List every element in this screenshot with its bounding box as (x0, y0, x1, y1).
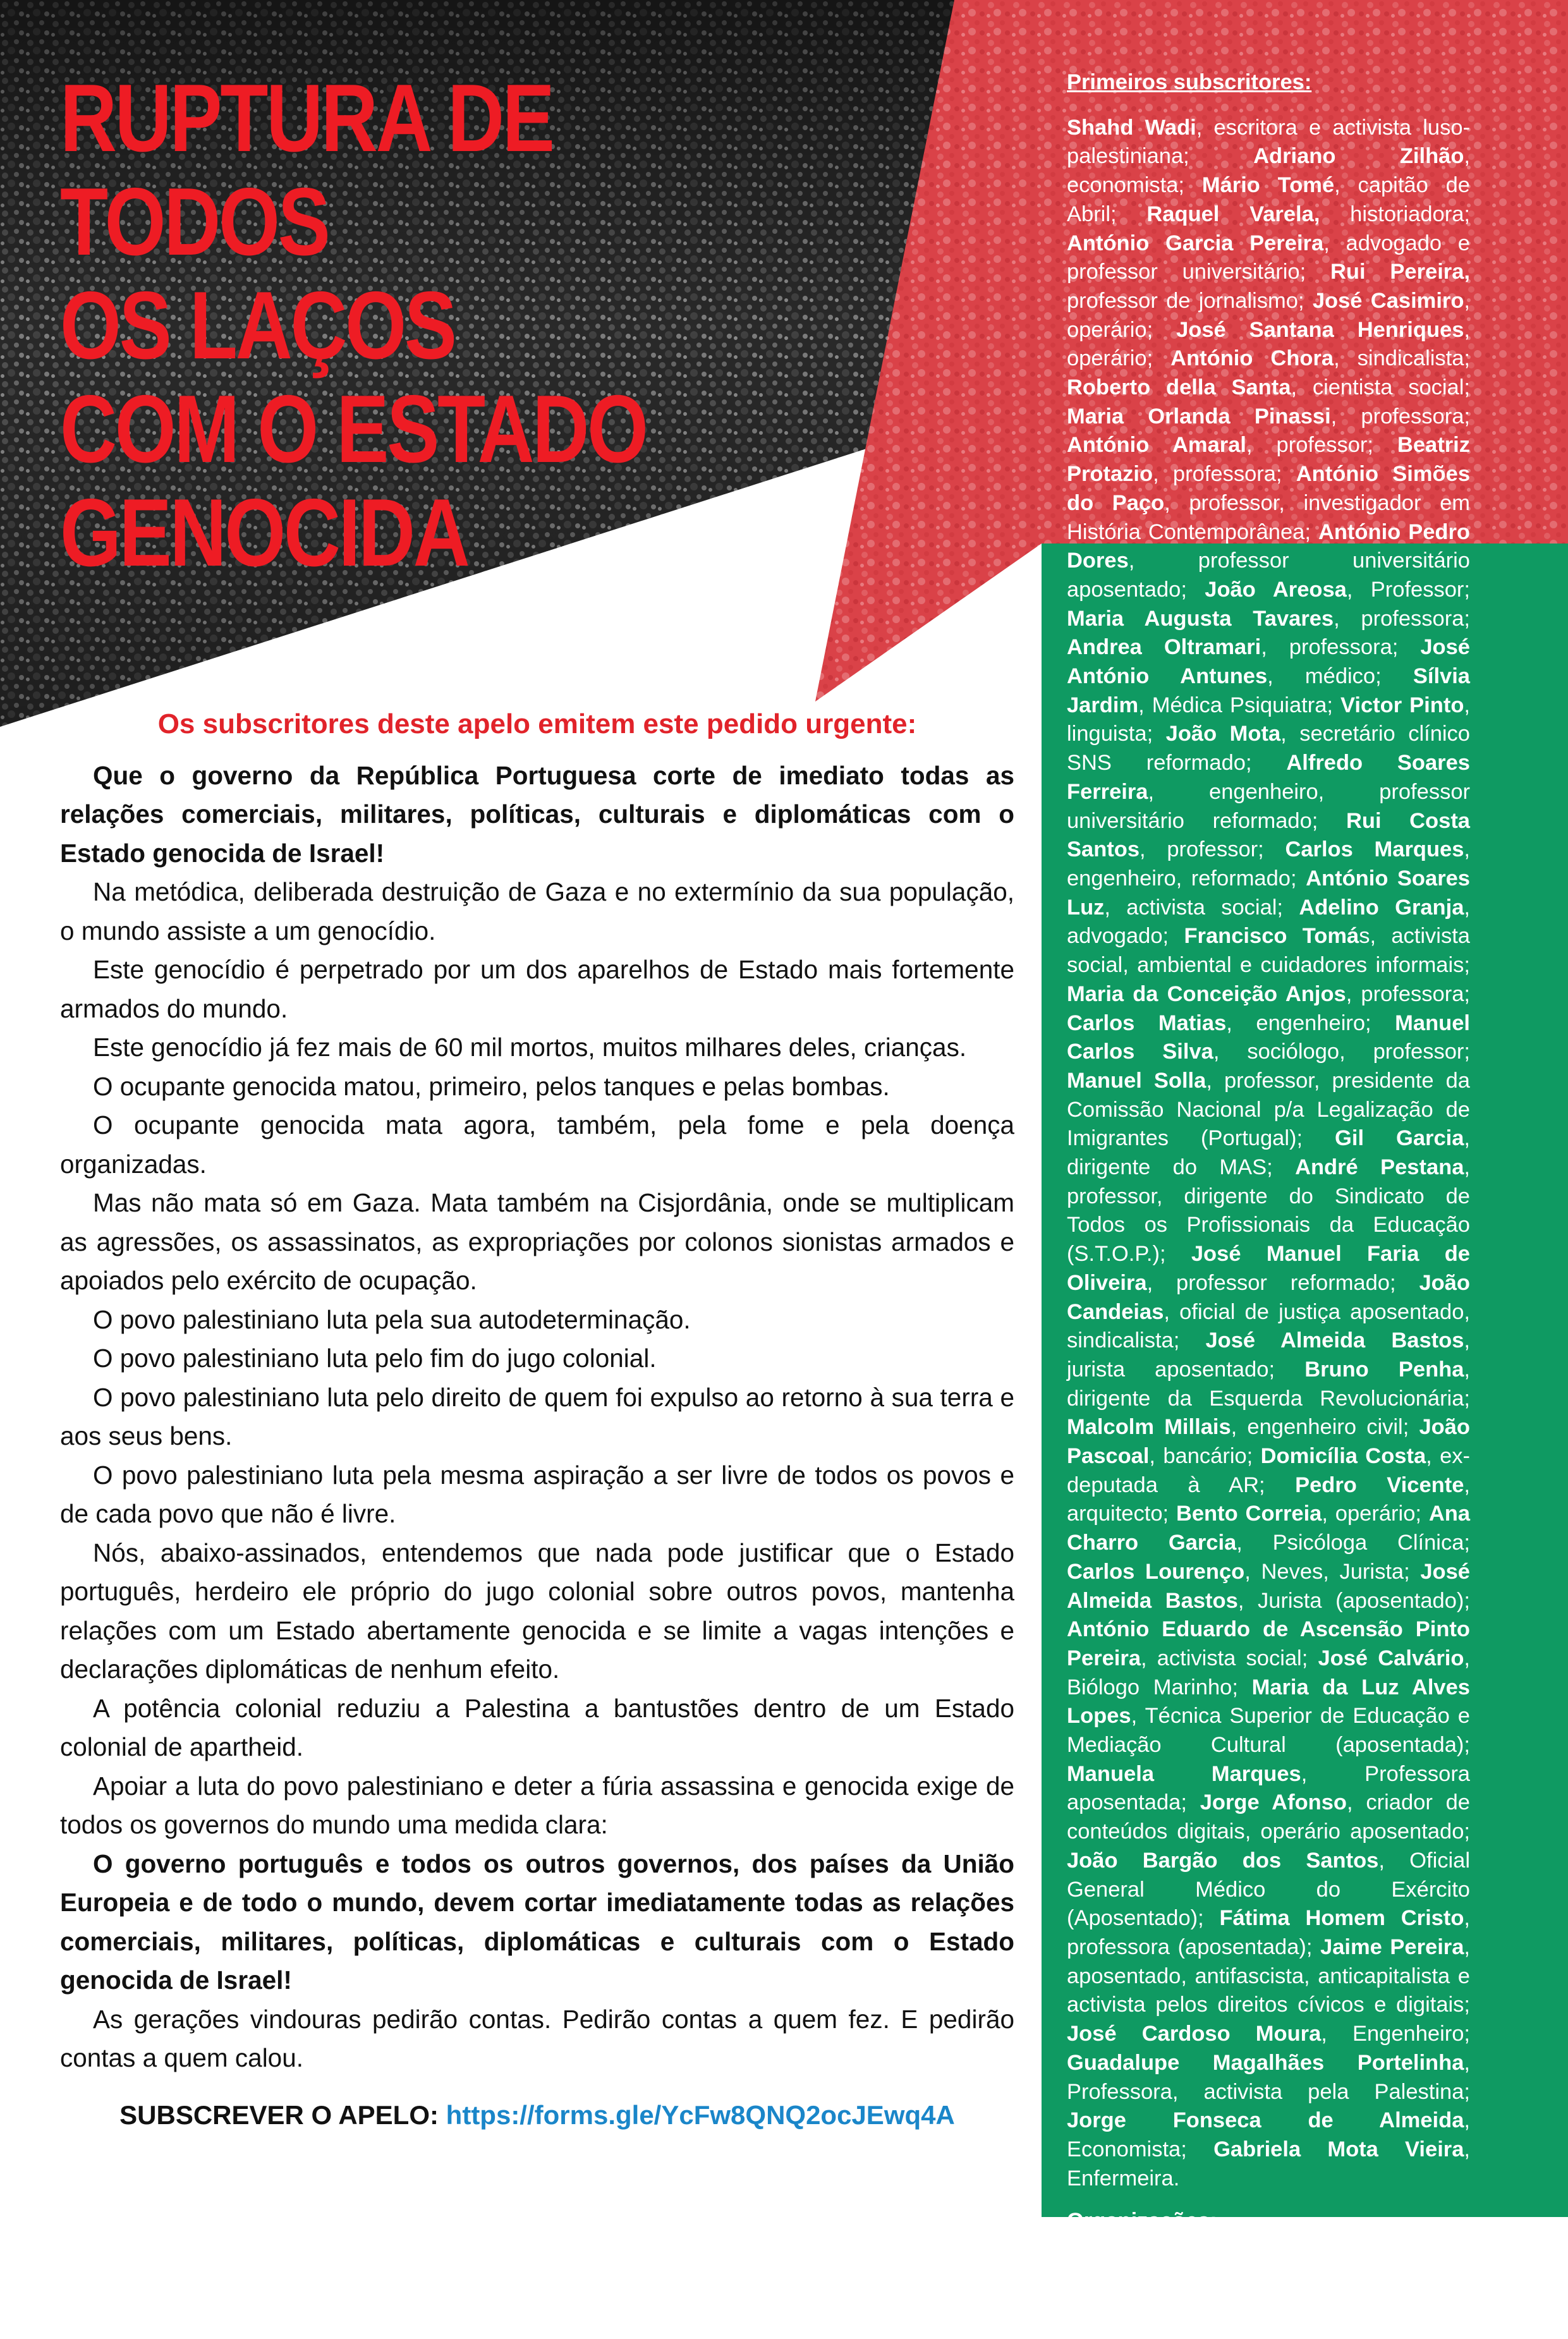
subscriber-name: Mário Tomé (1201, 173, 1335, 198)
subscriber-description: , engenheiro; (1226, 1011, 1395, 1035)
subscriber-name: João Bargão dos Santos (1067, 1848, 1379, 1873)
subscriber-description: , engenheiro civil; (1231, 1415, 1419, 1440)
paragraph-demand-final: O governo português e todos os outros governos, dos países da União Europeia e de todo o mundo, devem cortar imediatamente todas as relações comerciais, militares, políticas, diplomáticas e culturais com o Estado genocida de Israel! (60, 1849, 1014, 1995)
subscribers-heading: Primeiros subscritores: (1067, 70, 1312, 94)
subscriber-name: Shahd Wadi (1067, 115, 1196, 140)
subscriber-name: José António Antunes (1067, 635, 1470, 689)
subscriber-name: António Eduardo de Ascensão Pinto Pereira (1067, 1617, 1470, 1670)
subscriber-name: Domicília Costa (1260, 1444, 1426, 1469)
subscriber-description: , Neves, Jurista; (1244, 1559, 1421, 1584)
subscriber-description: , operário; (1322, 1502, 1429, 1526)
subscriber-name: Rui Pereira, (1330, 260, 1470, 284)
subscriber-description: , economista; (1067, 144, 1470, 198)
subscriber-description: , dirigente do MAS; (1067, 1126, 1471, 1180)
subscriber-name: Gabriela Mota Vieira (1213, 2137, 1464, 2161)
subscriber-name: Victor Pinto (1340, 693, 1464, 717)
subscriber-description: , sindicalista; (1334, 346, 1471, 371)
subscriber-description: , activista social; (1104, 895, 1299, 920)
paragraph: O povo palestiniano luta pela sua autodeterminação. (93, 1304, 691, 1334)
subscriber-name: Gil Garcia (1335, 1126, 1464, 1151)
subscriber-name: Guadalupe Magalhães Portelinha (1067, 2050, 1464, 2075)
subscriber-name: Maria Orlanda Pinassi (1067, 404, 1331, 428)
subscriber-description: , linguista; (1067, 693, 1470, 746)
subscribe-link[interactable]: https://forms.gle/YcFw8QNQ2ocJEwq4A (446, 2099, 955, 2130)
subscriber-description: , médico; (1267, 664, 1413, 689)
subscriber-name: Maria Augusta Tavares (1067, 606, 1334, 631)
subscriber-name: António Amaral (1067, 433, 1246, 458)
subscriber-description: , Médica Psiquiatra; (1138, 693, 1340, 717)
paragraph: O povo palestiniano luta pelo fim do jugo colonial. (93, 1344, 657, 1373)
subscriber-description: , cientista social; (1291, 375, 1470, 400)
subscriber-name: João Pascoal (1067, 1415, 1470, 1469)
paragraph: O povo palestiniano luta pela mesma aspiração a ser livre de todos os povos e de cada povo que não é livre. (60, 1460, 1014, 1528)
subscriber-name: Jorge Fonseca de Almeida (1067, 2108, 1464, 2133)
subscriber-name: Malcolm Millais (1067, 1415, 1231, 1440)
subscriber-name: José Manuel Faria de Oliveira (1067, 1242, 1470, 1295)
subscriber-description: , Professora aposentada; (1067, 1761, 1470, 1815)
paragraph: O povo palestiniano luta pelo direito de quem foi expulso ao retorno à sua terra e aos seus bens. (60, 1382, 1014, 1450)
subscriber-description: , bancário; (1149, 1444, 1261, 1469)
subscriber-description: , oficial de justiça aposentado, sindicalista; (1067, 1299, 1470, 1353)
subscriber-description: , criador de conteúdos digitais, operário aposentado; (1067, 1790, 1470, 1844)
subscriber-name: João Mota (1165, 722, 1281, 746)
page-title (60, 66, 734, 585)
subscriber-name: Bruno Penha (1304, 1357, 1464, 1382)
subscriber-name: Carlos Marques (1285, 837, 1464, 862)
subscriber-name: Adriano Zilhão (1253, 144, 1464, 169)
subscriber-name: Maria da Conceição Anjos (1067, 981, 1346, 1006)
subscriber-description: , escritora e activista luso-palestiniana; (1067, 115, 1470, 169)
subscriber-name: Carlos Lourenço (1067, 1559, 1245, 1584)
subscriber-name: Sílvia Jardim (1067, 664, 1470, 717)
subscriber-description: , dirigente da Esquerda Revolucionária; (1067, 1357, 1470, 1411)
subscriber-description: , advogado e professor universitário; (1067, 231, 1470, 284)
subscriber-name: Manuela Marques (1067, 1761, 1301, 1786)
subscriber-name: Jaime Pereira (1320, 1935, 1464, 1959)
subscriber-description: , engenheiro, reformado; (1067, 837, 1470, 890)
paragraph-demand: Que o governo da República Portuguesa corte de imediato todas as relações comerciais, militares, políticas, culturais e diplomáticas com o Estado genocida de Israel! (60, 760, 1014, 868)
subscriber-description: professor de jornalismo; (1067, 288, 1313, 313)
subscriber-description: , professora; (1330, 404, 1470, 428)
subscribers-column (1067, 68, 1470, 2339)
subscriber-name: José Casimiro (1312, 288, 1464, 313)
subscriber-description: , advogado; (1067, 895, 1470, 949)
subscriber-description: historiadora; (1320, 202, 1471, 226)
subscriber-description: , professor, dirigente do Sindicato de Todos os Profissionais da Educação (S.T.O.P.); (1067, 1155, 1470, 1267)
subscriber-description: , professora (aposentada); (1067, 1906, 1470, 1959)
paragraph: Nós, abaixo-assinados, entendemos que nada pode justificar que o Estado português, herdeiro ele próprio do jugo colonial sobre outros povos, mantenha relações com um Estado abertamente genocida e se limite a vagas intenções e declarações diplomáticas de nenhum efeito. (60, 1538, 1014, 1684)
subscriber-name: Manuel Solla (1067, 1068, 1206, 1093)
subscriber-description: , Biólogo Marinho; (1067, 1646, 1470, 1699)
lead-statement: Os subscritores deste apelo emitem este pedido urgente: (157, 708, 917, 739)
subscriber-description: , aposentado, antifascista, anticapitalista e activista pelos direitos cívicos e digitais; (1067, 1935, 1470, 2017)
subscriber-name: António Soares Luz (1067, 866, 1470, 920)
subscriber-name: Manuel Carlos Silva (1067, 1011, 1470, 1064)
paragraph: Mas não mata só em Gaza. Mata também na Cisjordânia, onde se multiplicam as agressões, os assassinatos, as expropriações por colonos sionistas armados e apoiados pelo exército de ocupação. (60, 1188, 1014, 1295)
subscriber-description: , Professor; (1346, 577, 1470, 602)
subscriber-name: André Pestana (1295, 1155, 1464, 1180)
subscriber-description: , Engenheiro; (1321, 2022, 1471, 2046)
paragraph: As gerações vindouras pedirão contas. Pedirão contas a quem fez. E pedirão contas a quem calou. (60, 2004, 1014, 2072)
subscriber-description: , professor, presidente da Comissão Nacional p/a Legalização de Imigrantes (Portugal); (1067, 1068, 1470, 1151)
paragraph: A potência colonial reduziu a Palestina a bantustões dentro de um Estado colonial de apartheid. (60, 1693, 1014, 1761)
subscriber-name: António Chora (1170, 346, 1334, 371)
subscriber-description: , capitão de Abril; (1067, 173, 1470, 226)
subscriber-name: José Cardoso Moura (1067, 2022, 1322, 2046)
subscribe-cta (60, 2096, 1014, 2135)
organizations-list: Plataforma por um Partido dos Trabalhadores; Esquerda Revolucionária. (1067, 2254, 1470, 2336)
paragraph: Na metódica, deliberada destruição de Gaza e no extermínio da sua população, o mundo assiste a um genocídio. (60, 877, 1014, 945)
subscriber-description: , professor reformado; (1146, 1270, 1419, 1295)
subscriber-name: Andrea Oltramari (1067, 635, 1261, 660)
cta-label: SUBSCREVER O APELO: (119, 2099, 446, 2130)
subscriber-name: José Santana Henriques (1176, 317, 1464, 342)
subscriber-name: Raquel Varela, (1146, 202, 1320, 226)
subscriber-name: Beatriz Protazio (1067, 433, 1470, 487)
subscriber-name: Adelino Granja (1299, 895, 1464, 920)
subscriber-description: s, activista social, ambiental e cuidadores informais; (1067, 924, 1470, 978)
subscriber-name: José Almeida Bastos (1067, 1559, 1470, 1613)
subscriber-description: , arquitecto; (1067, 1473, 1470, 1526)
subscriber-description: , Enfermeira. (1067, 2137, 1471, 2190)
subscriber-description: , activista social; (1141, 1646, 1318, 1670)
subscriber-description: , Professora, activista pela Palestina; (1067, 2050, 1470, 2104)
title-line-1: RUPTURA DE TODOS (60, 64, 553, 276)
subscriber-name: José Calvário (1318, 1646, 1464, 1670)
subscriber-name: António Pedro Dores (1067, 519, 1470, 573)
organizations-heading: Organizações: (1067, 2209, 1217, 2233)
subscriber-description: , sociólogo, professor; (1213, 1040, 1470, 1064)
subscriber-name: João Candeias (1067, 1270, 1470, 1324)
subscriber-name: Jorge Afonso (1200, 1790, 1347, 1815)
paragraph: Este genocídio já fez mais de 60 mil mortos, muitos milhares deles, crianças. (93, 1033, 967, 1062)
subscriber-description: , professora; (1346, 981, 1470, 1006)
subscribers-list (1067, 114, 1470, 2194)
subscriber-description: , professora; (1261, 635, 1421, 660)
subscriber-description: , secretário clínico SNS reformado; (1067, 722, 1470, 775)
subscriber-description: , professor; (1140, 837, 1285, 862)
paragraph: O ocupante genocida matou, primeiro, pelos tanques e pelas bombas. (93, 1071, 890, 1101)
subscriber-description: , Jurista (aposentado); (1237, 1588, 1471, 1613)
subscriber-name: Bento Correia (1176, 1502, 1322, 1526)
subscriber-description: , Oficial General Médico do Exército (Aposentado); (1067, 1848, 1470, 1931)
subscriber-description: , operário; (1067, 317, 1470, 371)
subscriber-description: , jurista aposentado; (1067, 1328, 1470, 1382)
subscriber-name: Rui Costa Santos (1067, 808, 1470, 862)
subscriber-description: , Economista; (1067, 2108, 1470, 2161)
paragraph: Apoiar a luta do povo palestiniano e deter a fúria assassina e genocida exige de todos os governos do mundo uma medida clara: (60, 1771, 1014, 1839)
subscriber-description: , Técnica Superior de Educação e Mediação Cultural (aposentada); (1067, 1704, 1470, 1758)
title-line-2: OS LAÇOS (60, 272, 455, 379)
subscriber-description: , professor, investigador em História Contemporânea; (1067, 490, 1470, 544)
subscriber-name: Alfredo Soares Ferreira (1067, 751, 1470, 804)
subscriber-name: Francisco Tomá (1184, 924, 1359, 949)
subscriber-description: , professor; (1246, 433, 1397, 458)
subscriber-name: António Garcia Pereira (1067, 231, 1324, 255)
subscriber-name: João Areosa (1205, 577, 1347, 602)
title-line-3: COM O ESTADO (60, 375, 647, 483)
subscriber-name: José Almeida Bastos (1205, 1328, 1464, 1353)
title-line-4: GENOCIDA (60, 479, 468, 586)
subscriber-name: Carlos Matias (1067, 1011, 1227, 1035)
subscriber-name: Maria da Luz Alves Lopes (1067, 1675, 1470, 1728)
paragraph: Este genocídio é perpetrado por um dos aparelhos de Estado mais fortemente armados do mundo. (60, 955, 1014, 1023)
subscriber-description: , ex-deputada à AR; (1067, 1444, 1470, 1497)
paragraph: O ocupante genocida mata agora, também, pela fome e pela doença organizadas. (60, 1110, 1014, 1179)
appeal-body (60, 705, 1014, 2134)
subscriber-name: Pedro Vicente (1295, 1473, 1464, 1497)
subscriber-name: Fátima Homem Cristo (1219, 1906, 1464, 1931)
subscriber-description: , operário; (1067, 288, 1471, 342)
subscriber-description: , Psicóloga Clínica; (1236, 1531, 1470, 1555)
subscriber-description: , engenheiro, professor universitário reformado; (1067, 779, 1470, 833)
subscriber-description: , professor universitário aposentado; (1067, 549, 1470, 602)
subscriber-description: , professora; (1334, 606, 1470, 631)
subscriber-name: Ana Charro Garcia (1067, 1502, 1471, 1555)
subscriber-name: António Simões do Paço (1067, 462, 1471, 515)
subscriber-description: , professora; (1153, 462, 1296, 487)
subscriber-name: Roberto della Santa (1067, 375, 1291, 400)
